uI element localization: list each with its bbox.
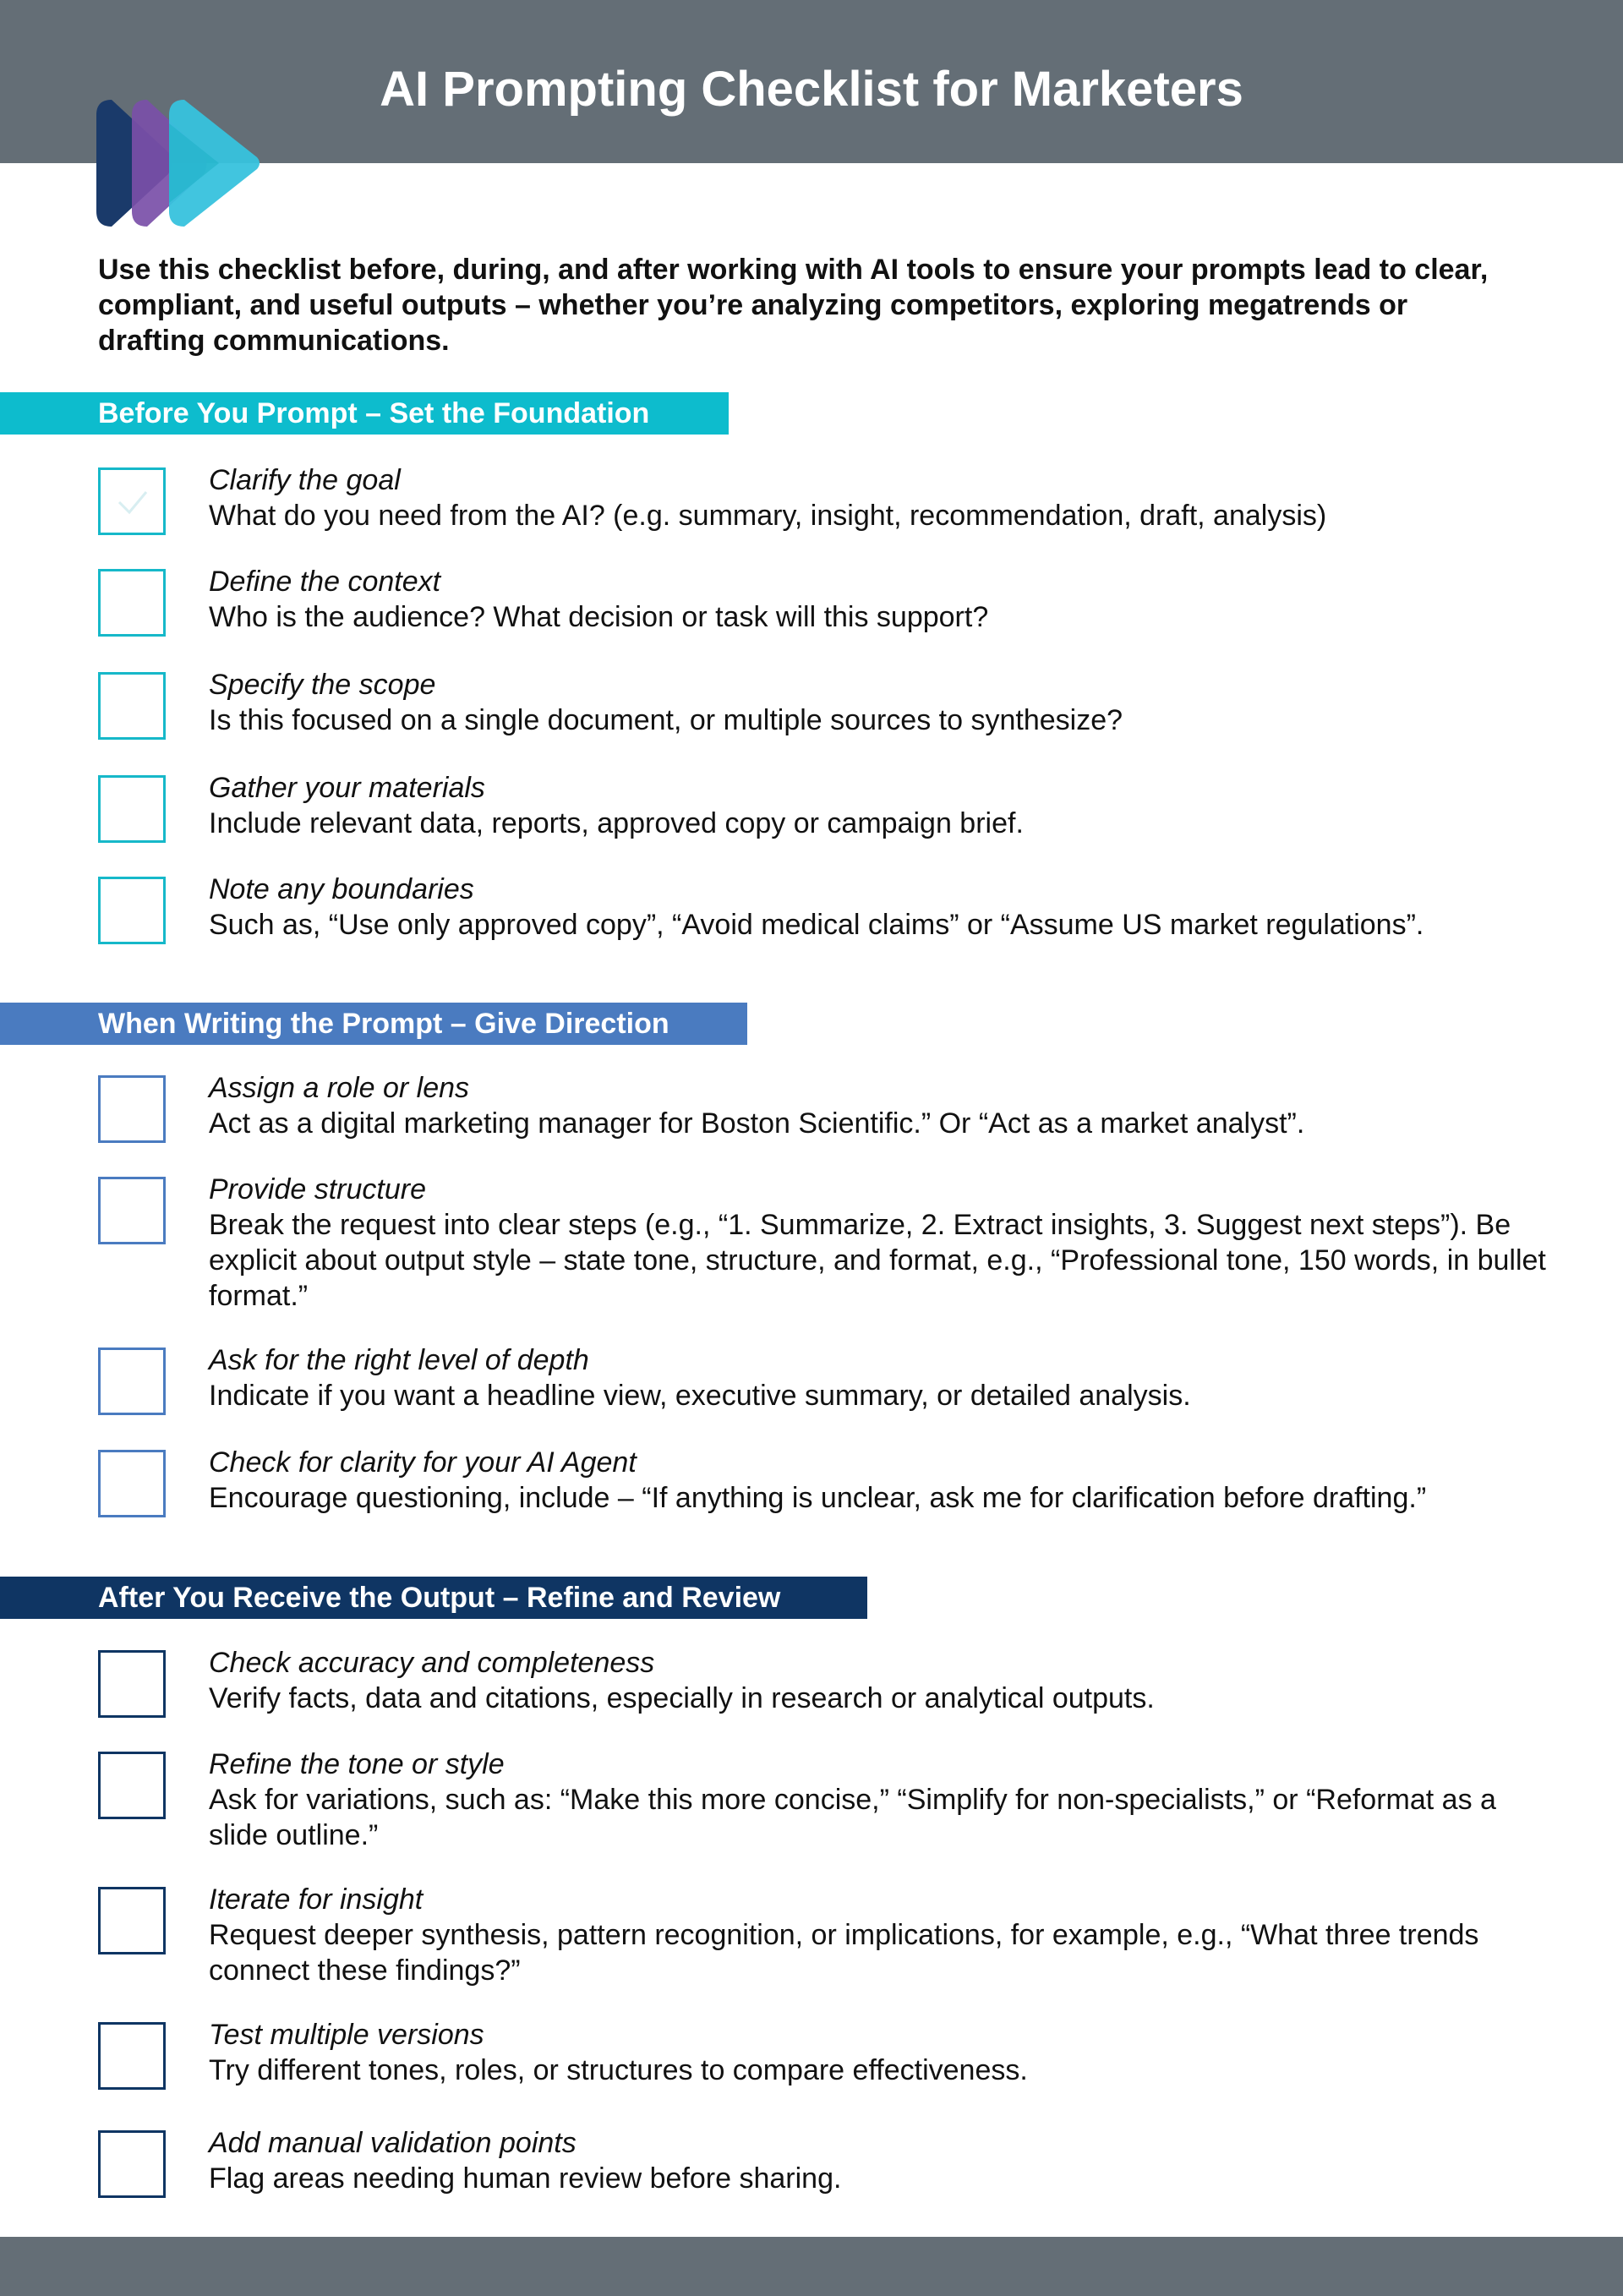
- checkbox[interactable]: [98, 2022, 166, 2090]
- checkbox[interactable]: [98, 1887, 166, 1954]
- checkbox[interactable]: [98, 775, 166, 843]
- checkbox[interactable]: [98, 1752, 166, 1819]
- item-title: Test multiple versions: [209, 2019, 484, 2051]
- section-header-before-prompt: Before You Prompt – Set the Foundation: [0, 392, 729, 435]
- item-title: Add manual validation points: [209, 2127, 577, 2159]
- checkbox[interactable]: [98, 877, 166, 944]
- checkbox[interactable]: [98, 1348, 166, 1415]
- item-description: Break the request into clear steps (e.g., “1. Summarize, 2. Extract insights, 3. Suggest next steps”). Be explicit about output style – state tone, structure, and format, e.g., “Professional tone, 150 words, in bullet format.”: [209, 1209, 1546, 1312]
- checkmark-icon: [101, 470, 163, 533]
- intro-paragraph: Use this checklist before, during, and after working with AI tools to ensure your prompts lead to clear, compliant, and useful outputs – whether you’re analyzing competitors, exploring megatrends or drafting communications.: [98, 254, 1489, 357]
- item-description: Try different tones, roles, or structures to compare effectiveness.: [209, 2054, 1028, 2086]
- item-title: Note any boundaries: [209, 873, 474, 905]
- item-title: Iterate for insight: [209, 1883, 424, 1916]
- section-header-after-output: After You Receive the Output – Refine and Review: [0, 1577, 867, 1619]
- chevron-logo-icon: [96, 100, 262, 227]
- item-text: [209, 1882, 1561, 1988]
- checkbox[interactable]: [98, 672, 166, 740]
- item-description: Who is the audience? What decision or task will this support?: [209, 601, 989, 633]
- section-header-writing-prompt: When Writing the Prompt – Give Direction: [0, 1003, 747, 1045]
- item-text: [209, 872, 1561, 943]
- item-title: Check accuracy and completeness: [209, 1647, 655, 1679]
- checkbox[interactable]: [98, 1650, 166, 1718]
- item-text: [209, 770, 1561, 841]
- item-text: [209, 1645, 1561, 1716]
- item-description: Include relevant data, reports, approved copy or campaign brief.: [209, 807, 1024, 839]
- checkbox[interactable]: [98, 1450, 166, 1517]
- item-title: Clarify the goal: [209, 464, 401, 496]
- item-description: Ask for variations, such as: “Make this more concise,” “Simplify for non-specialists,” or “Reformat as a slide outline.”: [209, 1784, 1496, 1851]
- item-description: What do you need from the AI? (e.g. summary, insight, recommendation, draft, analysis): [209, 500, 1327, 532]
- item-text: [209, 1070, 1561, 1141]
- item-title: Gather your materials: [209, 772, 485, 804]
- item-description: Such as, “Use only approved copy”, “Avoid medical claims” or “Assume US market regulations”.: [209, 909, 1424, 941]
- item-title: Assign a role or lens: [209, 1072, 470, 1104]
- item-text: [209, 1342, 1561, 1413]
- item-description: Is this focused on a single document, or multiple sources to synthesize?: [209, 704, 1123, 736]
- item-text: [209, 1172, 1561, 1314]
- item-text: [209, 1747, 1561, 1853]
- checkbox[interactable]: [98, 2130, 166, 2198]
- page-title: AI Prompting Checklist for Marketers: [380, 62, 1243, 117]
- item-title: Ask for the right level of depth: [209, 1344, 589, 1376]
- item-title: Refine the tone or style: [209, 1748, 505, 1780]
- item-description: Flag areas needing human review before sharing.: [209, 2162, 842, 2195]
- item-title: Specify the scope: [209, 669, 436, 701]
- item-title: Define the context: [209, 566, 441, 598]
- item-description: Verify facts, data and citations, especially in research or analytical outputs.: [209, 1682, 1155, 1714]
- checkbox[interactable]: [98, 467, 166, 535]
- footer-bar: [0, 2237, 1623, 2296]
- item-description: Request deeper synthesis, pattern recognition, or implications, for example, e.g., “What three trends connect these findings?”: [209, 1919, 1479, 1987]
- item-text: [209, 1445, 1561, 1516]
- item-text: [209, 667, 1561, 738]
- item-text: [209, 2125, 1561, 2196]
- item-description: Indicate if you want a headline view, executive summary, or detailed analysis.: [209, 1380, 1191, 1412]
- item-title: Provide structure: [209, 1173, 426, 1205]
- item-text: [209, 564, 1561, 635]
- item-description: Encourage questioning, include – “If anything is unclear, ask me for clarification before drafting.”: [209, 1482, 1427, 1514]
- item-title: Check for clarity for your AI Agent: [209, 1446, 637, 1479]
- item-description: Act as a digital marketing manager for Boston Scientific.” Or “Act as a market analyst”.: [209, 1107, 1305, 1140]
- checkbox[interactable]: [98, 1075, 166, 1143]
- item-text: [209, 462, 1561, 533]
- item-text: [209, 2017, 1561, 2088]
- checkbox[interactable]: [98, 569, 166, 637]
- checkbox[interactable]: [98, 1177, 166, 1244]
